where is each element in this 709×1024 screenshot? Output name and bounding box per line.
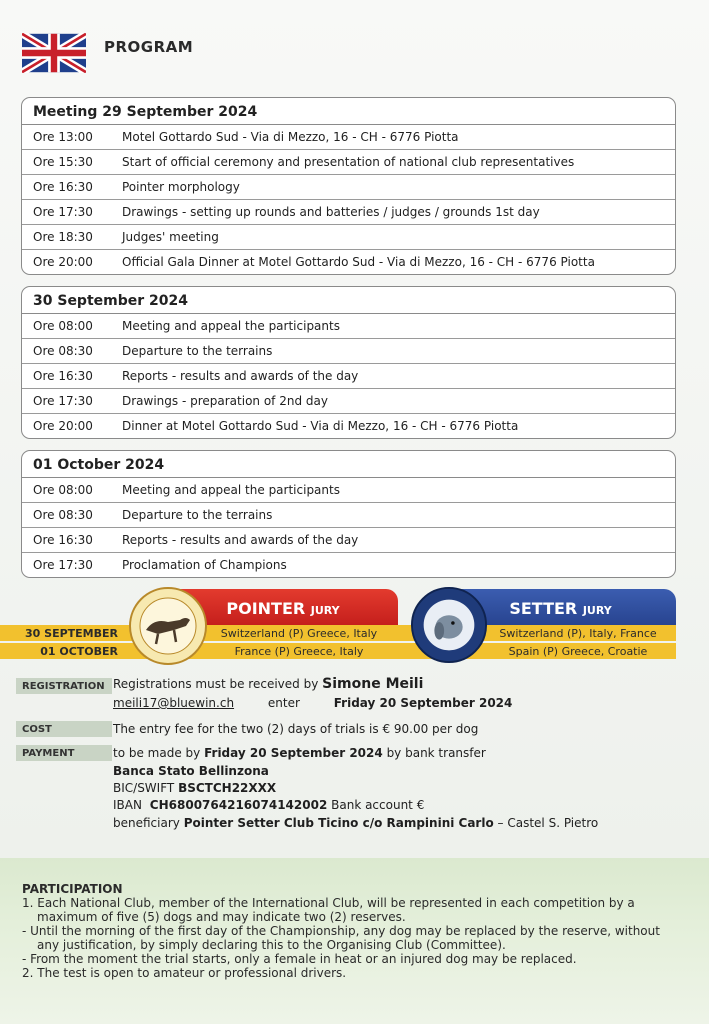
schedule-time: Ore 08:00 [33, 483, 93, 497]
participation-line: maximum of five (5) dogs and may indicate two (2) reserves. [37, 910, 406, 924]
schedule-time: Ore 18:30 [33, 230, 93, 244]
schedule-time: Ore 08:30 [33, 344, 93, 358]
schedule-row [22, 149, 675, 174]
schedule-row [22, 224, 675, 249]
pointer-jury-members: France (P) Greece, Italy [234, 645, 364, 658]
schedule-row [22, 478, 675, 502]
schedule-desc: Judges' meeting [122, 230, 219, 244]
participation-line: - From the moment the trial starts, only a female in heat or an injured dog may be replaced. [22, 952, 577, 966]
setter-jury-members: Spain (P) Greece, Croatie [508, 645, 648, 658]
setter-jury-members: Switzerland (P), Italy, France [499, 627, 657, 640]
schedule-time: Ore 13:00 [33, 130, 93, 144]
schedule-time: Ore 16:30 [33, 533, 93, 547]
setter-club-logo [410, 585, 488, 665]
payment-bic-label: BIC/SWIFT [113, 781, 175, 795]
schedule-row [22, 338, 675, 363]
schedule-row [22, 249, 675, 274]
schedule-desc: Reports - results and awards of the day [122, 533, 359, 547]
schedule-desc: Motel Gottardo Sud - Via di Mezzo, 16 - CH - 6776 Piotta [122, 130, 459, 144]
schedule-time: Ore 17:30 [33, 205, 93, 219]
payment-deadline: Friday 20 September 2024 [204, 746, 383, 760]
schedule-row [22, 502, 675, 527]
schedule-time: Ore 20:00 [33, 419, 93, 433]
schedule-row [22, 174, 675, 199]
schedule-time: Ore 16:30 [33, 180, 93, 194]
payment-beneficiary-line [113, 815, 598, 832]
payment-beneficiary-label: beneficiary [113, 816, 180, 830]
registration-email-link[interactable]: meili17@bluewin.ch [113, 696, 235, 710]
payment-iban: CH6800764216074142002 [149, 798, 328, 812]
schedule-row [22, 527, 675, 552]
day-card [21, 286, 676, 439]
page-title: PROGRAM [104, 38, 194, 56]
schedule-desc: Departure to the terrains [122, 344, 273, 358]
registration-enter-label: enter [267, 696, 300, 710]
payment-iban-line [113, 797, 424, 814]
pointer-jury-sub: JURY [310, 604, 340, 617]
schedule-row [22, 125, 675, 149]
schedule-desc: Departure to the terrains [122, 508, 273, 522]
schedule-desc: Pointer morphology [122, 180, 240, 194]
day-title: 30 September 2024 [22, 287, 675, 314]
participation-line: - Until the morning of the first day of the Championship, any dog may be replaced by the reserve, without [22, 924, 660, 938]
schedule-row [22, 363, 675, 388]
registration-tag: REGISTRATION [16, 678, 112, 694]
pointer-club-logo [128, 585, 208, 667]
schedule-desc: Drawings - preparation of 2nd day [122, 394, 328, 408]
registration-line [113, 695, 512, 712]
payment-bic-line [113, 780, 276, 797]
cost-tag: COST [16, 721, 112, 737]
schedule-time: Ore 17:30 [33, 558, 93, 572]
jury-date-label: 01 OCTOBER [40, 645, 118, 658]
day-title: Meeting 29 September 2024 [22, 98, 675, 125]
payment-line [113, 745, 486, 762]
schedule-rows [22, 478, 675, 577]
jury-row [0, 625, 676, 641]
schedule-row [22, 314, 675, 338]
schedule-desc: Proclamation of Champions [122, 558, 287, 572]
schedule-desc: Dinner at Motel Gottardo Sud - Via di Mezzo, 16 - CH - 6776 Piotta [122, 419, 519, 433]
schedule-desc: Official Gala Dinner at Motel Gottardo Sud - Via di Mezzo, 16 - CH - 6776 Piotta [122, 255, 595, 269]
setter-jury-sub: JURY [582, 604, 612, 617]
schedule-desc: Start of official ceremony and presentation of national club representatives [122, 155, 575, 169]
payment-bank: Banca Stato Bellinzona [113, 764, 269, 778]
day-card [21, 97, 676, 275]
payment-beneficiary-place: – Castel S. Pietro [497, 816, 599, 830]
registration-deadline: Friday 20 September 2024 [333, 696, 513, 710]
schedule-row [22, 388, 675, 413]
registration-line [113, 676, 423, 693]
schedule-time: Ore 20:00 [33, 255, 93, 269]
schedule-time: Ore 08:30 [33, 508, 93, 522]
schedule-rows [22, 125, 675, 274]
jury-date-label: 30 SEPTEMBER [25, 627, 118, 640]
registration-contact-name: Simone Meili [322, 676, 424, 692]
pointer-jury-title: POINTER [226, 599, 306, 618]
participation-section [22, 882, 682, 980]
payment-tag: PAYMENT [16, 745, 112, 761]
pointer-jury-members: Switzerland (P) Greece, Italy [220, 627, 378, 640]
schedule-time: Ore 17:30 [33, 394, 93, 408]
payment-account: Bank account € [331, 798, 425, 812]
schedule-time: Ore 15:30 [33, 155, 93, 169]
payment-text: to be made by [113, 746, 201, 760]
participation-title: PARTICIPATION [22, 882, 123, 896]
schedule-desc: Drawings - setting up rounds and batteries / judges / grounds 1st day [122, 205, 540, 219]
jury-section [0, 585, 709, 670]
payment-bic: BSCTCH22XXX [178, 781, 277, 795]
setter-jury-title: SETTER [509, 599, 578, 618]
schedule-row [22, 199, 675, 224]
schedule-time: Ore 16:30 [33, 369, 93, 383]
schedule-desc: Reports - results and awards of the day [122, 369, 359, 383]
participation-line: 2. The test is open to amateur or professional drivers. [22, 966, 347, 980]
payment-iban-label: IBAN [113, 798, 142, 812]
schedule-desc: Meeting and appeal the participants [122, 483, 340, 497]
cost-text: The entry fee for the two (2) days of trials is € 90.00 per dog [113, 722, 479, 736]
day-title: 01 October 2024 [22, 451, 675, 478]
registration-text: Registrations must be received by [113, 677, 319, 691]
jury-row [0, 643, 676, 659]
participation-line: 1. Each National Club, member of the International Club, will be represented in each competition by a [22, 896, 635, 910]
schedule-rows [22, 314, 675, 438]
schedule-row [22, 413, 675, 438]
schedule-desc: Meeting and appeal the participants [122, 319, 340, 333]
uk-flag-icon [22, 33, 86, 73]
payment-method: by bank transfer [386, 746, 486, 760]
day-card [21, 450, 676, 578]
schedule-row [22, 552, 675, 577]
payment-beneficiary: Pointer Setter Club Ticino c/o Rampinini Carlo [183, 816, 494, 830]
schedule-time: Ore 08:00 [33, 319, 93, 333]
participation-line: any justification, by simply declaring this to the Organising Club (Committee). [37, 938, 506, 952]
